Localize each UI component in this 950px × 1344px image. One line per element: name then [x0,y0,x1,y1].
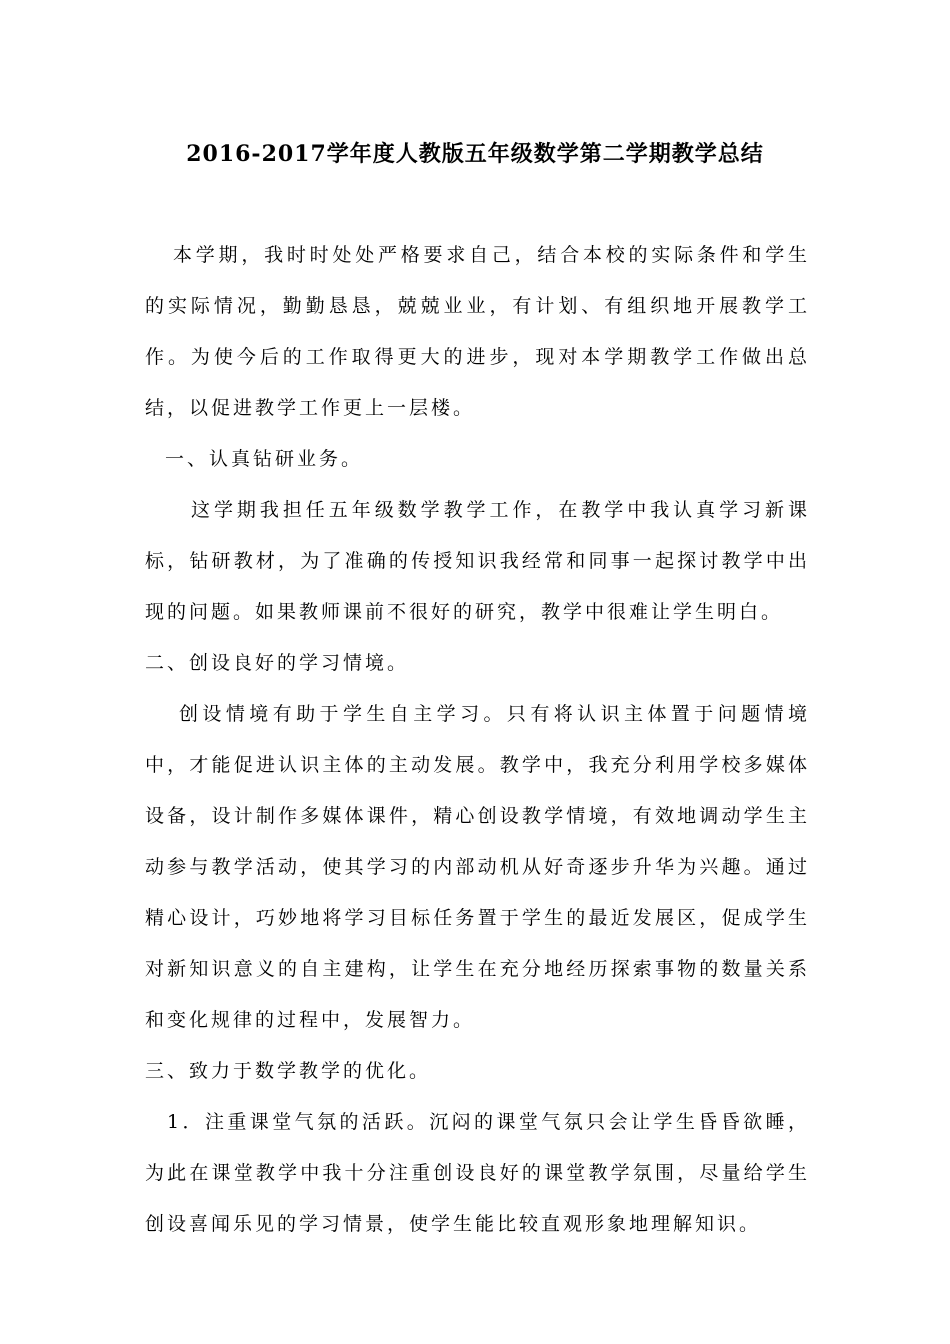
paragraph-section-3-item-1: 1．注重课堂气氛的活跃。沉闷的课堂气氛只会让学生昏昏欲睡，为此在课堂教学中我十分注重创设良好的课堂教学氛围，尽量给学生创设喜闻乐见的学习情景，使学生能比较直观形象地理解知识。 [145,1111,810,1235]
paragraph-section-2: 创设情境有助于学生自主学习。只有将认识主体置于问题情境中，才能促进认识主体的主动发展。教学中，我充分利用学校多媒体设备，设计制作多媒体课件，精心创设教学情境，有效地调动学生主动参与教学活动，使其学习的内部动机从好奇逐步升华为兴趣。通过精心设计，巧妙地将学习目标任务置于学生的最近发展区，促成学生对新知识意义的自主建构，让学生在充分地经历探索事物的数量关系和变化规律的过程中，发展智力。 [145,703,810,1031]
paragraph-intro: 本学期，我时时处处严格要求自己，结合本校的实际条件和学生的实际情况，勤勤恳恳，兢兢业业，有计划、有组织地开展教学工作。为使今后的工作取得更大的进步，现对本学期教学工作做出总结，以促进教学工作更上一层楼。 [145,244,810,419]
section-heading-2: 二、创设良好的学习情境。 [145,652,410,674]
document-title: 2016-2017学年度人教版五年级数学第二学期教学总结 [186,141,764,167]
document-body [145,230,810,1250]
section-heading-1: 一、认真钻研业务。 [165,448,364,470]
section-heading-3: 三、致力于数学教学的优化。 [145,1060,432,1082]
paragraph-section-1: 这学期我担任五年级数学教学工作，在教学中我认真学习新课标，钻研教材，为了准确的传授知识我经常和同事一起探讨教学中出现的问题。如果教师课前不很好的研究，教学中很难让学生明白。 [145,499,810,623]
